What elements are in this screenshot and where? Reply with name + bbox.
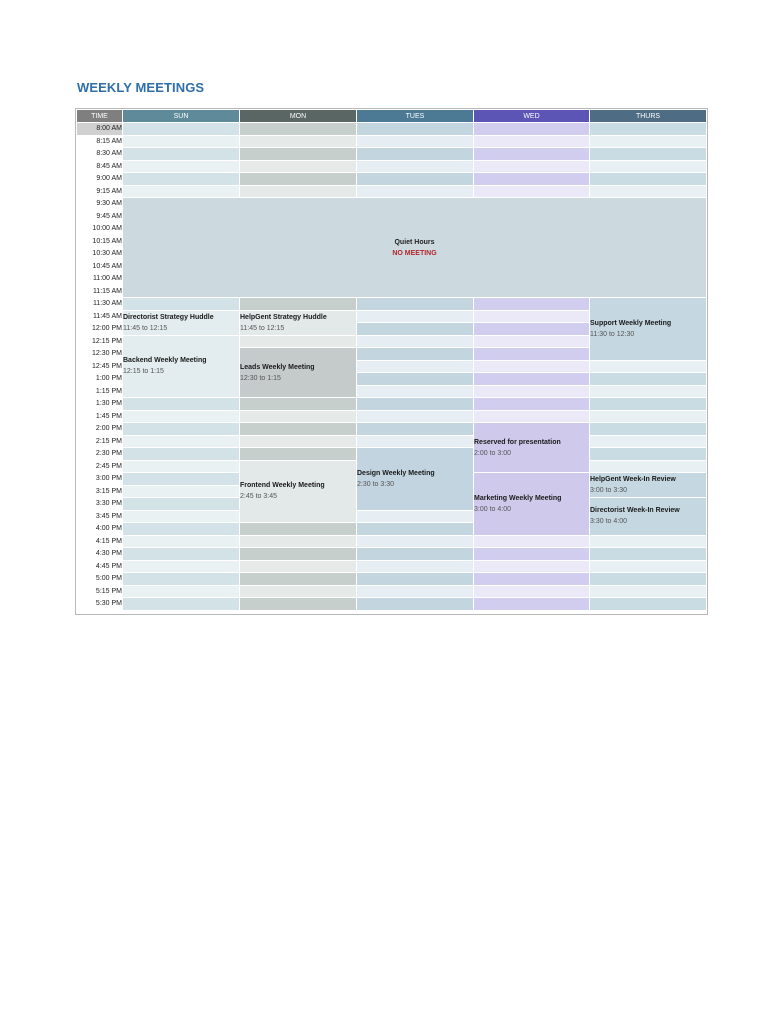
empty-slot-sun[interactable] [123,585,240,598]
empty-slot-thu[interactable] [590,598,707,611]
page-title: WEEKLY MEETINGS [77,80,205,95]
time-slot-label: 9:45 AM [77,210,123,223]
schedule-row [77,298,707,311]
empty-slot-sun[interactable] [123,535,240,548]
meeting-title: Design Weekly Meeting [357,469,435,477]
empty-slot-thu[interactable] [590,435,707,448]
empty-slot-wed[interactable] [474,598,590,611]
empty-slot-tue[interactable] [357,435,474,448]
empty-slot-wed[interactable] [474,385,590,398]
quiet-hours-note: NO MEETING [392,249,437,257]
meeting-time: 11:45 to 12:15 [123,324,168,332]
empty-slot-tue[interactable] [357,310,474,323]
empty-slot-tue[interactable] [357,548,474,561]
empty-slot-tue[interactable] [357,123,474,136]
empty-slot-thu[interactable] [590,398,707,411]
empty-slot-wed[interactable] [474,410,590,423]
empty-slot-wed[interactable] [474,298,590,311]
empty-slot-sun[interactable] [123,398,240,411]
empty-slot-thu[interactable] [590,173,707,186]
time-slot-label: 8:45 AM [77,160,123,173]
wed-header: WED [474,110,590,123]
sun-header: SUN [123,110,240,123]
empty-slot-thu[interactable] [590,423,707,436]
time-slot-label: 11:00 AM [77,273,123,286]
meeting-time: 12:15 to 1:15 [123,368,164,376]
meeting-title: Support Weekly Meeting [590,319,672,327]
quiet-hours-block[interactable] [123,198,707,298]
meeting-title: HelpGent Strategy Huddle [240,313,327,321]
weekly-schedule-table [76,109,707,611]
empty-slot-thu[interactable] [590,448,707,461]
meeting-time: 3:00 to 3:30 [590,487,627,494]
schedule-row [77,548,707,561]
schedule-row [77,398,707,411]
schedule-row [77,598,707,611]
empty-slot-tue[interactable] [357,135,474,148]
empty-slot-tue[interactable] [357,385,474,398]
time-slot-label: 1:45 PM [77,410,123,423]
meeting-time: 2:30 to 3:30 [357,480,394,488]
empty-slot-tue[interactable] [357,560,474,573]
meeting-event-thu-support[interactable] [590,298,707,361]
meeting-title: Backend Weekly Meeting [123,357,207,365]
time-slot-label: 9:30 AM [77,198,123,211]
quiet-hours-title: Quiet Hours [394,238,435,246]
meeting-event-wed-marketing[interactable] [474,473,590,536]
meeting-title: Reserved for presentation [474,438,561,446]
time-slot-label: 1:15 PM [77,385,123,398]
empty-slot-sun[interactable] [123,523,240,536]
schedule-row [77,160,707,173]
empty-slot-wed[interactable] [474,348,590,361]
empty-slot-mon[interactable] [240,573,357,586]
meeting-title: Frontend Weekly Meeting [240,482,325,490]
meeting-event-sun-backend[interactable] [123,335,240,398]
empty-slot-tue[interactable] [357,335,474,348]
meeting-title: Directorist Strategy Huddle [123,313,214,321]
empty-slot-sun[interactable] [123,435,240,448]
time-slot-label: 12:30 PM [77,348,123,361]
time-slot-label: 10:30 AM [77,248,123,261]
time-slot-label: 4:30 PM [77,548,123,561]
empty-slot-thu[interactable] [590,360,707,373]
time-slot-label: 11:15 AM [77,285,123,298]
empty-slot-sun[interactable] [123,185,240,198]
meeting-time: 2:00 to 3:00 [474,449,511,457]
time-slot-label: 3:45 PM [77,510,123,523]
empty-slot-sun[interactable] [123,548,240,561]
meeting-event-thu-helpgent[interactable] [590,473,707,498]
empty-slot-sun[interactable] [123,498,240,511]
time-slot-label: 2:45 PM [77,460,123,473]
empty-slot-sun[interactable] [123,510,240,523]
time-slot-label: 11:45 AM [77,310,123,323]
time-slot-label: 2:00 PM [77,423,123,436]
schedule-row [77,435,707,448]
schedule-row [77,185,707,198]
meeting-event-mon-frontend[interactable] [240,460,357,523]
empty-slot-tue[interactable] [357,173,474,186]
time-header: TIME [77,110,123,123]
empty-slot-wed[interactable] [474,323,590,336]
empty-slot-sun[interactable] [123,173,240,186]
meeting-event-tue-design[interactable] [357,448,474,511]
empty-slot-sun[interactable] [123,460,240,473]
empty-slot-sun[interactable] [123,448,240,461]
empty-slot-thu[interactable] [590,573,707,586]
time-slot-label: 4:15 PM [77,535,123,548]
empty-slot-mon[interactable] [240,335,357,348]
empty-slot-thu[interactable] [590,548,707,561]
empty-slot-wed[interactable] [474,360,590,373]
empty-slot-sun[interactable] [123,485,240,498]
empty-slot-tue[interactable] [357,423,474,436]
meeting-title: Directorist Week-In Review [590,507,680,515]
schedule-row [77,173,707,186]
empty-slot-sun[interactable] [123,423,240,436]
empty-slot-wed[interactable] [474,335,590,348]
meeting-title: Marketing Weekly Meeting [474,494,562,502]
time-slot-label: 12:00 PM [77,323,123,336]
empty-slot-mon[interactable] [240,598,357,611]
empty-slot-mon[interactable] [240,410,357,423]
meeting-time: 3:30 to 4:00 [590,518,627,526]
empty-slot-thu[interactable] [590,373,707,386]
empty-slot-sun[interactable] [123,410,240,423]
schedule-row [77,123,707,136]
empty-slot-thu[interactable] [590,135,707,148]
empty-slot-thu[interactable] [590,160,707,173]
empty-slot-tue[interactable] [357,160,474,173]
time-slot-label: 4:45 PM [77,560,123,573]
time-slot-label: 8:15 AM [77,135,123,148]
schedule-row [77,423,707,436]
empty-slot-mon[interactable] [240,585,357,598]
time-slot-label: 5:30 PM [77,598,123,611]
empty-slot-thu[interactable] [590,460,707,473]
empty-slot-tue[interactable] [357,185,474,198]
empty-slot-wed[interactable] [474,560,590,573]
empty-slot-thu[interactable] [590,560,707,573]
schedule-row [77,573,707,586]
empty-slot-mon[interactable] [240,523,357,536]
empty-slot-thu[interactable] [590,185,707,198]
empty-slot-wed[interactable] [474,123,590,136]
empty-slot-tue[interactable] [357,598,474,611]
empty-slot-mon[interactable] [240,148,357,161]
time-slot-label: 5:15 PM [77,585,123,598]
empty-slot-thu[interactable] [590,585,707,598]
time-slot-label: 9:15 AM [77,185,123,198]
empty-slot-tue[interactable] [357,585,474,598]
empty-slot-sun[interactable] [123,123,240,136]
time-slot-label: 10:15 AM [77,235,123,248]
meeting-time: 12:30 to 1:15 [240,374,281,382]
empty-slot-sun[interactable] [123,560,240,573]
empty-slot-wed[interactable] [474,185,590,198]
empty-slot-sun[interactable] [123,148,240,161]
schedule-row [77,410,707,423]
empty-slot-sun[interactable] [123,298,240,311]
meeting-event-mon-leads[interactable] [240,348,357,398]
empty-slot-wed[interactable] [474,160,590,173]
empty-slot-sun[interactable] [123,135,240,148]
empty-slot-tue[interactable] [357,148,474,161]
empty-slot-wed[interactable] [474,398,590,411]
schedule-row [77,585,707,598]
empty-slot-wed[interactable] [474,148,590,161]
empty-slot-tue[interactable] [357,360,474,373]
empty-slot-tue[interactable] [357,348,474,361]
empty-slot-tue[interactable] [357,523,474,536]
empty-slot-tue[interactable] [357,410,474,423]
time-slot-label: 12:45 PM [77,360,123,373]
time-slot-label: 10:00 AM [77,223,123,236]
empty-slot-tue[interactable] [357,510,474,523]
empty-slot-tue[interactable] [357,535,474,548]
empty-slot-tue[interactable] [357,323,474,336]
empty-slot-mon[interactable] [240,173,357,186]
empty-slot-wed[interactable] [474,135,590,148]
time-slot-label: 8:00 AM [77,123,123,136]
meeting-event-wed-reserved[interactable] [474,423,590,473]
empty-slot-thu[interactable] [590,385,707,398]
meeting-event-thu-directorist[interactable] [590,498,707,536]
meeting-title: Leads Weekly Meeting [240,363,315,371]
empty-slot-wed[interactable] [474,173,590,186]
time-slot-label: 1:00 PM [77,373,123,386]
schedule-row [77,148,707,161]
empty-slot-mon[interactable] [240,160,357,173]
empty-slot-mon[interactable] [240,560,357,573]
empty-slot-mon[interactable] [240,548,357,561]
time-slot-label: 4:00 PM [77,523,123,536]
time-slot-label: 1:30 PM [77,398,123,411]
schedule-row [77,198,707,211]
empty-slot-wed[interactable] [474,535,590,548]
empty-slot-thu[interactable] [590,123,707,136]
time-slot-label: 12:15 PM [77,335,123,348]
empty-slot-mon[interactable] [240,423,357,436]
time-slot-label: 2:15 PM [77,435,123,448]
empty-slot-wed[interactable] [474,310,590,323]
meeting-title: HelpGent Week-In Review [590,476,676,483]
empty-slot-mon[interactable] [240,135,357,148]
empty-slot-mon[interactable] [240,123,357,136]
empty-slot-sun[interactable] [123,160,240,173]
time-slot-label: 8:30 AM [77,148,123,161]
meeting-event-sun-directorist[interactable] [123,310,240,335]
time-slot-label: 3:00 PM [77,473,123,486]
schedule-row [77,560,707,573]
schedule-row [77,535,707,548]
meeting-time: 2:45 to 3:45 [240,493,277,501]
empty-slot-sun[interactable] [123,473,240,486]
empty-slot-wed[interactable] [474,585,590,598]
mon-header: MON [240,110,357,123]
header-row [77,110,707,123]
empty-slot-sun[interactable] [123,573,240,586]
schedule-row [77,135,707,148]
schedule-row [77,448,707,461]
time-slot-label: 5:00 PM [77,573,123,586]
empty-slot-sun[interactable] [123,598,240,611]
empty-slot-thu[interactable] [590,148,707,161]
empty-slot-mon[interactable] [240,398,357,411]
empty-slot-wed[interactable] [474,548,590,561]
meeting-event-mon-helpgent[interactable] [240,310,357,335]
time-slot-label: 3:30 PM [77,498,123,511]
time-slot-label: 9:00 AM [77,173,123,186]
empty-slot-tue[interactable] [357,573,474,586]
empty-slot-tue[interactable] [357,373,474,386]
time-slot-label: 2:30 PM [77,448,123,461]
time-slot-label: 11:30 AM [77,298,123,311]
meeting-time: 3:00 to 4:00 [474,505,511,513]
empty-slot-mon[interactable] [240,298,357,311]
empty-slot-mon[interactable] [240,535,357,548]
empty-slot-mon[interactable] [240,435,357,448]
empty-slot-mon[interactable] [240,185,357,198]
time-slot-label: 3:15 PM [77,485,123,498]
empty-slot-wed[interactable] [474,573,590,586]
empty-slot-tue[interactable] [357,298,474,311]
empty-slot-mon[interactable] [240,448,357,461]
meeting-time: 11:45 to 12:15 [240,324,285,332]
thurs-header: THURS [590,110,707,123]
empty-slot-wed[interactable] [474,373,590,386]
empty-slot-tue[interactable] [357,398,474,411]
meeting-time: 11:30 to 12:30 [590,330,635,338]
time-slot-label: 10:45 AM [77,260,123,273]
tues-header: TUES [357,110,474,123]
empty-slot-thu[interactable] [590,410,707,423]
empty-slot-thu[interactable] [590,535,707,548]
